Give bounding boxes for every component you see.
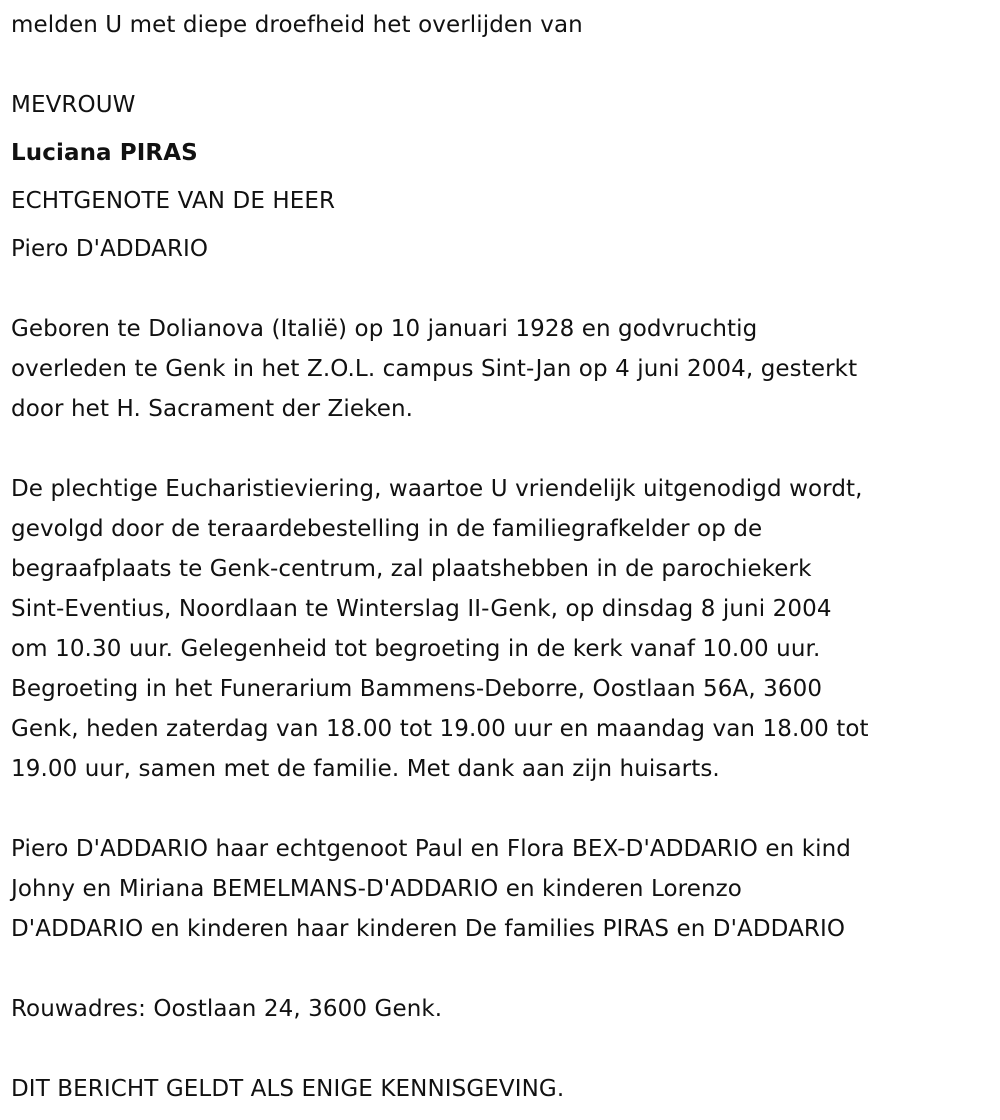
birth-death-line: overleden te Genk in het Z.O.L. campus Sint-Jan op 4 juni 2004, gesterkt xyxy=(11,356,858,382)
ceremony-line: De plechtige Eucharistieviering, waartoe U vriendelijk uitgenodigd wordt, xyxy=(11,476,863,502)
ceremony-line: om 10.30 uur. Gelegenheid tot begroeting in de kerk vanaf 10.00 uur. xyxy=(11,636,821,662)
birth-death-line: door het H. Sacrament der Zieken. xyxy=(11,396,414,422)
ceremony-line: gevolgd door de teraardebestelling in de familiegrafkelder op de xyxy=(11,516,763,542)
intro-text: melden U met diepe droefheid het overlijden van xyxy=(11,12,583,38)
spouse-label: ECHTGENOTE VAN DE HEER xyxy=(11,188,336,214)
birth-death-line: Geboren te Dolianova (Italië) op 10 januari 1928 en godvruchtig xyxy=(11,316,758,342)
ceremony-line: Sint-Eventius, Noordlaan te Winterslag II-Genk, op dinsdag 8 juni 2004 xyxy=(11,596,832,622)
mourning-address: Rouwadres: Oostlaan 24, 3600 Genk. xyxy=(11,996,443,1022)
ceremony-line: Genk, heden zaterdag van 18.00 tot 19.00 uur en maandag van 18.00 tot xyxy=(11,716,869,742)
family-line: Piero D'ADDARIO haar echtgenoot Paul en Flora BEX-D'ADDARIO en kind xyxy=(11,836,852,862)
ceremony-line: begraafplaats te Genk-centrum, zal plaatshebben in de parochiekerk xyxy=(11,556,812,582)
ceremony-line: 19.00 uur, samen met de familie. Met dank aan zijn huisarts. xyxy=(11,756,720,782)
family-line: D'ADDARIO en kinderen haar kinderen De families PIRAS en D'ADDARIO xyxy=(11,916,846,942)
spouse-name: Piero D'ADDARIO xyxy=(11,236,209,262)
closing-statement: DIT BERICHT GELDT ALS ENIGE KENNISGEVING. xyxy=(11,1076,565,1102)
ceremony-line: Begroeting in het Funerarium Bammens-Deborre, Oostlaan 56A, 3600 xyxy=(11,676,823,702)
family-line: Johny en Miriana BEMELMANS-D'ADDARIO en kinderen Lorenzo xyxy=(11,876,742,902)
deceased-name: Luciana PIRAS xyxy=(11,140,198,166)
title-prefix: MEVROUW xyxy=(11,92,136,118)
